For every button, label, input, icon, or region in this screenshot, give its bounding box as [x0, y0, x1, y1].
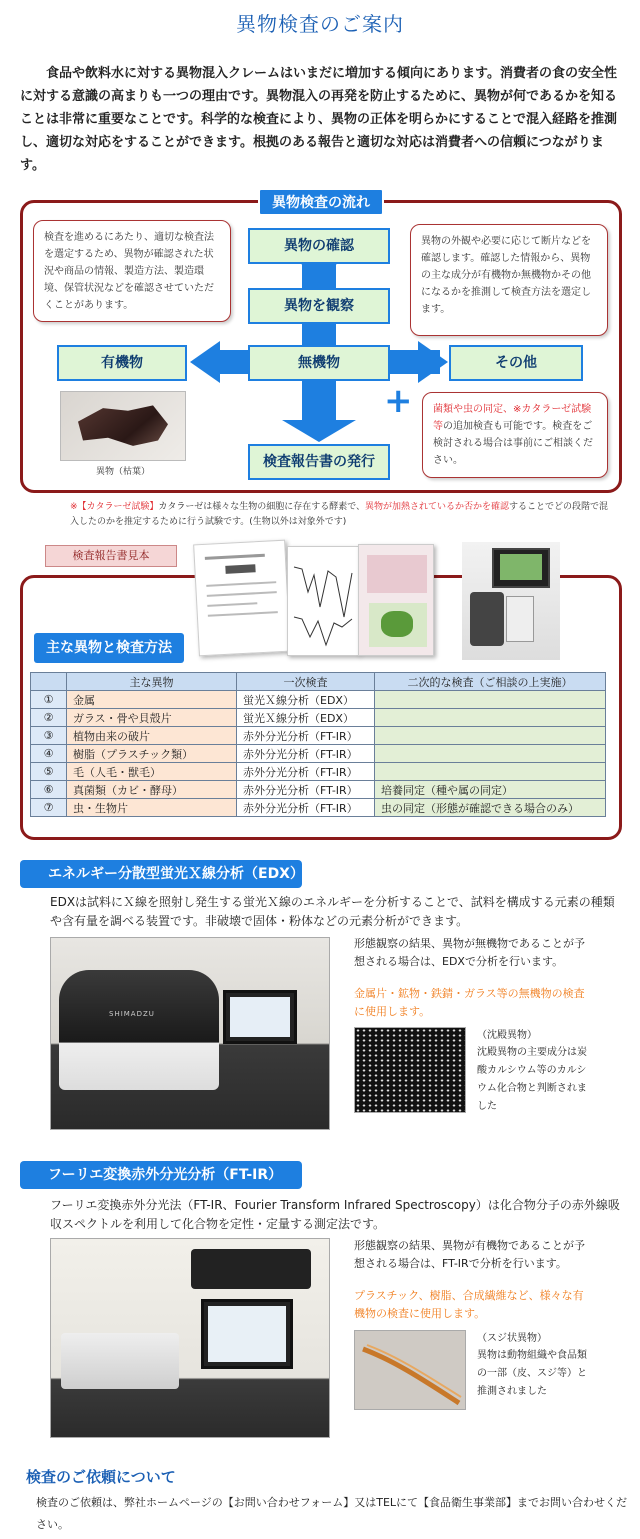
row-primary: 赤外分光分析（FT-IR）: [237, 781, 375, 799]
sediment-sample-photo: [354, 1027, 466, 1113]
edx-sample-label: （沈殿異物）: [477, 1030, 537, 1041]
edx-side-text: 形態観察の結果、異物が無機物であることが予想される場合は、EDXで分析を行います。: [354, 937, 585, 968]
table-row: [31, 709, 606, 727]
row-secondary: [375, 745, 606, 763]
edx-description: EDXは試料にＸ線を照射し発生する蛍光Ｘ線のエネルギーを分析することで、試料を構成する元素の種類や含有量を調べる装置です。非破壊で固体・粉体などの元素分析ができます。: [50, 895, 615, 928]
header-name: 主な異物: [67, 673, 237, 691]
dry-leaf-image: [60, 391, 186, 461]
extra-test-note: [422, 392, 608, 478]
edx-device-photo: [50, 937, 330, 1130]
row-secondary: [375, 709, 606, 727]
brand-label: SHIMADZU: [109, 1010, 155, 1018]
table-row: [31, 781, 606, 799]
row-num: ①: [31, 691, 67, 709]
table-row: [31, 763, 606, 781]
ftir-machine: [61, 1333, 179, 1389]
ftir-device-photo: [50, 1238, 330, 1438]
arrow-left-icon: [190, 341, 220, 383]
intro-paragraph: 食品や飲料水に対する異物混入クレームはいまだに増加する傾向にあります。消費者の食の安全性に対する意識の高まりも一つの理由です。異物混入の再発を防止するために、異物が何であるかを知ることは非常に重要なことです。科学的な検査により、異物の正体を明らかにすることで混入経路を推測し、適切な対応をすることができます。根拠のある報告と適切な対応は消費者への信頼につながります。: [20, 66, 617, 173]
microscope-photo-document: [358, 544, 434, 656]
table-row: [31, 799, 606, 817]
row-num: ⑤: [31, 763, 67, 781]
arrow-down-icon: [299, 262, 339, 280]
spectrum-chart-icon: [288, 547, 360, 657]
laptop: [223, 990, 297, 1044]
row-secondary: [375, 763, 606, 781]
header-secondary: 二次的な検査（ご相談の上実施）: [375, 673, 606, 691]
table-row: [31, 727, 606, 745]
step-report: 検査報告書の発行: [248, 444, 390, 480]
row-name: 真菌類（カビ・酵母）: [67, 781, 237, 799]
row-num: ④: [31, 745, 67, 763]
row-secondary: 虫の同定（形態が確認できる場合のみ）: [375, 799, 606, 817]
row-name: 金属: [67, 691, 237, 709]
extra-note-text: の追加検査も可能です。検査をご検討される場合は事前にご相談ください。: [433, 421, 593, 466]
ftir-side-orange: プラスチック、樹脂、合成繊維など、様々な有機物の検査に使用します。: [354, 1289, 584, 1320]
row-primary: 赤外分光分析（FT-IR）: [237, 727, 375, 745]
katalase-note: [70, 500, 610, 530]
image-caption: 異物（枯葉）: [95, 467, 150, 477]
katalase-text-1: カタラーゼは様々な生物の細胞に存在する酵素で、: [158, 502, 366, 512]
row-secondary: 培養同定（種や属の同定）: [375, 781, 606, 799]
ftir-sample-label: （スジ状異物）: [477, 1333, 547, 1344]
spectrum-document-image: [287, 546, 359, 656]
request-title: 検査のご依頼について: [26, 1468, 176, 1486]
row-name: 虫・生物片: [67, 799, 237, 817]
row-primary: 赤外分光分析（FT-IR）: [237, 745, 375, 763]
methods-table: [30, 672, 606, 817]
page-title: 異物検査のご案内: [236, 12, 404, 36]
row-num: ⑥: [31, 781, 67, 799]
row-secondary: [375, 691, 606, 709]
row-primary: 赤外分光分析（FT-IR）: [237, 763, 375, 781]
step-observe: 異物を観察: [248, 288, 390, 324]
row-name: 毛（人毛・獣毛）: [67, 763, 237, 781]
row-num: ②: [31, 709, 67, 727]
row-secondary: [375, 727, 606, 745]
katalase-text-2: することでどの段階で混入したのかを推定するために行う試験です。(生物以外は対象外です): [70, 502, 609, 527]
plus-icon: +: [384, 381, 413, 421]
monitor: [201, 1299, 293, 1369]
arrow-right-icon: [418, 341, 448, 383]
row-num: ③: [31, 727, 67, 745]
microscope-setup-photo: [462, 542, 560, 660]
row-primary: 赤外分光分析（FT-IR）: [237, 799, 375, 817]
main-methods-label: 主な異物と検査方法: [34, 633, 184, 663]
row-primary: 蛍光Ｘ線分析（EDX）: [237, 691, 375, 709]
row-name: ガラス・骨や貝殻片: [67, 709, 237, 727]
request-text: 検査のご依頼は、弊社ホームページの【お問い合わせフォーム】又はTELにて【食品衛生事業部】までお問い合わせください。: [36, 1496, 628, 1531]
leaf-shape: [73, 400, 173, 454]
extra-note-red: 菌類や虫の同定、※カタラーゼ試験等: [433, 404, 592, 432]
table-row: [31, 691, 606, 709]
strand-sample-photo: [354, 1330, 466, 1410]
ftir-side-text: 形態観察の結果、異物が有機物であることが予想される場合は、FT-IRで分析を行います。: [354, 1239, 585, 1270]
edx-section-label: エネルギー分散型蛍光Ｘ線分析（EDX）: [20, 860, 302, 888]
row-num: ⑦: [31, 799, 67, 817]
table-header-row: [31, 673, 606, 691]
edx-sample-desc: 沈殿異物の主要成分は炭酸カルシウム等のカルシウム化合物と判断されました: [477, 1047, 587, 1112]
step-confirm: 異物の確認: [248, 228, 390, 264]
arrow-down-icon: [282, 420, 356, 442]
ftir-sample-desc: 異物は動物組織や食品類の一部（皮、スジ等）と推測されました: [477, 1350, 587, 1397]
flow-left-note: 検査を進めるにあたり、適切な検査法を選定するため、異物が確認された状況や商品の情報、製造方法、製造環境、保管状況などを確認させていただくことがあります。: [33, 220, 231, 322]
katalase-label: ※【カタラーゼ試験】: [70, 502, 159, 512]
flow-title: 異物検査の流れ: [258, 188, 384, 216]
strand-shape-icon: [355, 1331, 467, 1411]
table-row: [31, 745, 606, 763]
result-inorganic: 無機物: [248, 345, 390, 381]
printer: [191, 1249, 311, 1289]
edx-side-orange: 金属片・鉱物・鉄錆・ガラス等の無機物の検査に使用します。: [354, 987, 585, 1018]
ftir-description: フーリエ変換赤外分光法（FT-IR、Fourier Transform Infrared Spectroscopy）は化合物分子の赤外線吸収スペクトルを利用して化合物を定性・定量する測定法です。: [50, 1198, 620, 1231]
flow-right-note: 異物の外観や必要に応じて断片などを確認します。確認した情報から、異物の主な成分が有機物か無機物かその他になるかを推測して検査方法を選定します。: [410, 224, 608, 336]
result-organic: 有機物: [57, 345, 187, 381]
result-other: その他: [449, 345, 583, 381]
report-document-image: [193, 540, 291, 657]
ftir-section-label: フーリエ変換赤外分光分析（FT-IR）: [20, 1161, 302, 1189]
row-name: 植物由来の破片: [67, 727, 237, 745]
header-primary: 一次検査: [237, 673, 375, 691]
row-primary: 蛍光Ｘ線分析（EDX）: [237, 709, 375, 727]
katalase-text-red: 異物が加熱されているか否かを確認: [365, 502, 510, 512]
report-sample-label: 検査報告書見本: [45, 545, 177, 567]
edx-machine: [59, 970, 219, 1090]
row-name: 樹脂（プラスチック類）: [67, 745, 237, 763]
header-num: [31, 673, 67, 691]
